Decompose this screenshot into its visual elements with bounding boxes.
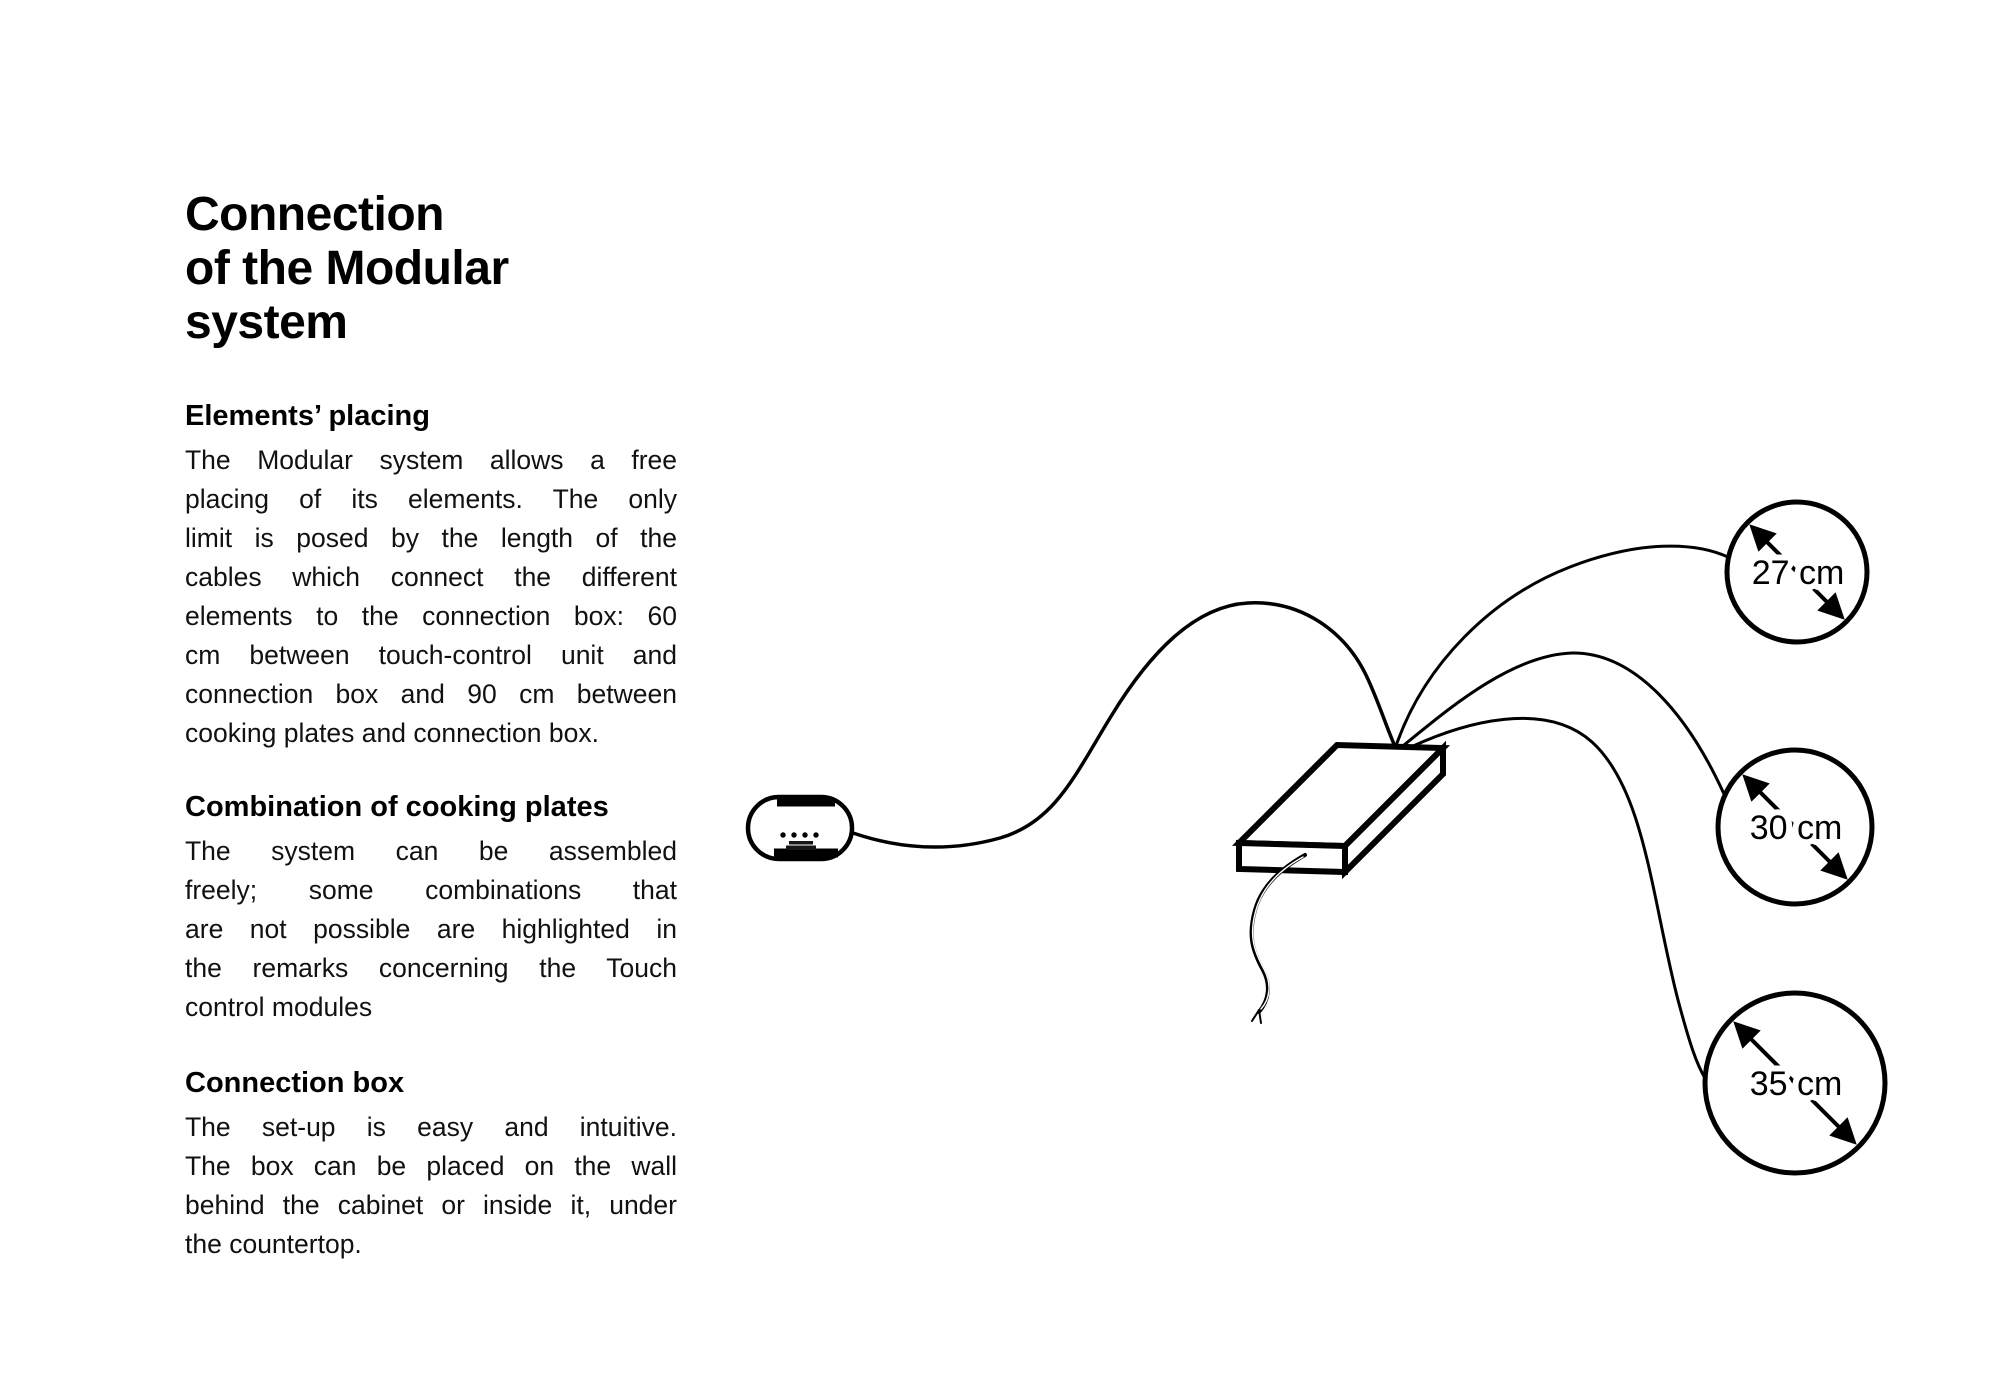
body-line: cm between touch-control unit and (185, 640, 677, 670)
section-heading: Elements’ placing (185, 400, 430, 432)
plate-label-27cm: 27 cm (1751, 554, 1845, 592)
touch-control-unit-icon (748, 797, 852, 859)
plate-27cm (1727, 502, 1867, 642)
plate-35cm (1705, 993, 1885, 1173)
plate-label-30cm: 30 cm (1749, 809, 1843, 847)
body-line: The box can be placed on the wall (185, 1151, 677, 1181)
body-line: limit is posed by the length of the (185, 523, 677, 553)
power-cord-icon (1252, 855, 1305, 1023)
section-heading: Connection box (185, 1067, 405, 1099)
cable-27cm-icon (1397, 546, 1728, 743)
body-line: freely; some combinations that (185, 875, 677, 905)
body-line: elements to the connection box: 60 (185, 601, 677, 631)
cable-35cm-icon (1411, 718, 1705, 1078)
body-line: cooking plates and connection box. (185, 718, 599, 748)
plate-label-35cm: 35 cm (1749, 1065, 1843, 1103)
body-line: The set-up is easy and intuitive. (185, 1112, 677, 1142)
plate-30cm (1718, 750, 1872, 904)
body-line: behind the cabinet or inside it, under (185, 1190, 677, 1220)
cable-30cm-icon (1404, 653, 1724, 794)
section-heading: Combination of cooking plates (185, 791, 609, 823)
body-line: the remarks concerning the Touch (185, 953, 677, 983)
body-line: are not possible are highlighted in (185, 914, 677, 944)
body-line: The system can be assembled (185, 836, 677, 866)
body-line: control modules (185, 992, 373, 1022)
title-line-2: of the Modular system (185, 242, 509, 349)
body-line: connection box and 90 cm between (185, 679, 677, 709)
body-line: the countertop. (185, 1229, 362, 1259)
connection-box-icon (1239, 745, 1443, 872)
title-line-1: Connection (185, 188, 444, 241)
cooking-plates (1705, 502, 1885, 1173)
touch-unit-brand-mark (786, 841, 816, 850)
body-line: cables which connect the different (185, 562, 677, 592)
body-line: The Modular system allows a free (185, 445, 677, 475)
body-line: placing of its elements. The only (185, 484, 677, 514)
